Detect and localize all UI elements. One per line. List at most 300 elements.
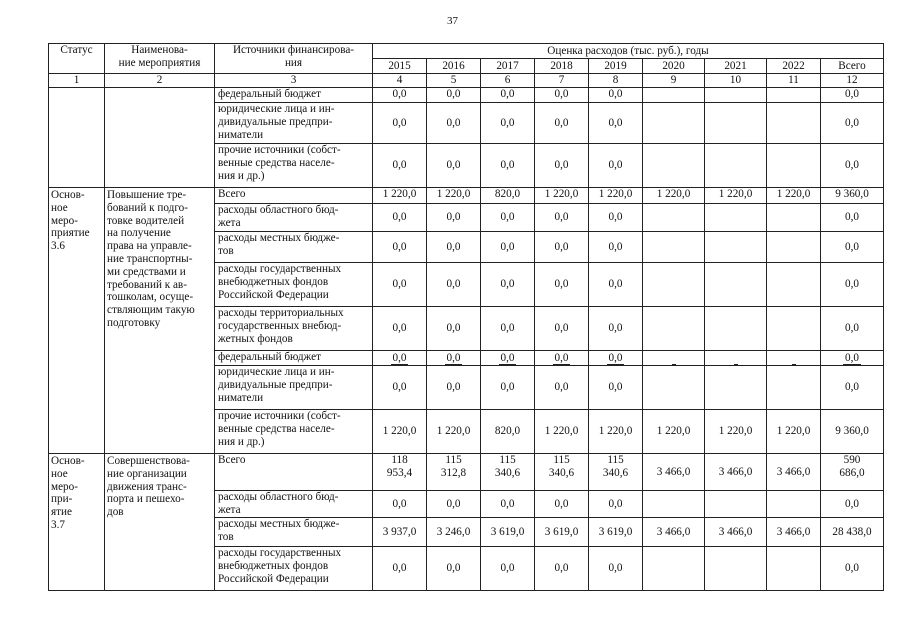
value-cell-text: 0,0	[446, 240, 461, 253]
value-cell	[427, 351, 481, 366]
measure-name-line: Совершенствова-	[107, 455, 190, 467]
value-cell	[767, 547, 821, 591]
value-cell	[643, 88, 705, 103]
source-cell	[215, 88, 373, 103]
measure-name-line: товке водителей	[107, 214, 185, 227]
source-cell	[215, 232, 373, 263]
value-cell-text: 3 246,0	[436, 525, 471, 538]
table-row	[49, 454, 884, 491]
value-cell	[535, 547, 589, 591]
value-cell-text: 3 619,0	[598, 525, 633, 538]
value-cell	[427, 204, 481, 232]
value-cell	[427, 410, 481, 454]
value-cell-text: 0,0	[554, 211, 569, 224]
value-cell	[427, 144, 481, 188]
value-cell	[589, 491, 643, 518]
status-cell	[49, 188, 105, 454]
header-year-cell: 2022	[767, 59, 821, 74]
value-cell-line: 340,6	[548, 466, 575, 479]
value-cell-line: 590	[843, 454, 861, 466]
value-cell-text: 0,0	[446, 88, 461, 100]
value-cell	[427, 232, 481, 263]
value-cell-text: 0,0	[608, 322, 623, 335]
value-cell-text: 0,0	[392, 116, 407, 129]
value-cell	[427, 263, 481, 307]
value-cell	[705, 547, 767, 591]
value-cell	[643, 351, 705, 366]
value-cell	[821, 366, 884, 410]
measure-name-line: ми средствами и	[107, 265, 186, 278]
value-cell-text: 1 220,0	[656, 425, 691, 438]
source-line: дивидуальные предпри-	[218, 378, 333, 391]
value-cell	[767, 518, 821, 547]
value-cell-line: 340,6	[602, 466, 629, 479]
value-cell	[535, 88, 589, 103]
value-cell-text: 1 220,0	[776, 188, 811, 200]
source-line: ния и др.)	[218, 435, 265, 448]
value-cell	[821, 263, 884, 307]
value-cell-line: 3 466,0	[718, 465, 753, 478]
measure-name-line: ние организации	[107, 467, 187, 480]
value-cell-text: 1 220,0	[598, 425, 633, 438]
source-cell	[215, 410, 373, 454]
value-cell	[427, 547, 481, 591]
column-number-cell: 7	[535, 74, 589, 88]
value-cell	[705, 144, 767, 188]
status-line: 3.6	[51, 240, 65, 253]
status-line: при-	[51, 493, 73, 506]
header-estimate: Оценка расходов (тыс. руб.), годы	[373, 44, 884, 59]
status-line: Основ-	[51, 455, 85, 467]
header-year-cell: Всего	[821, 59, 884, 74]
value-cell	[643, 103, 705, 144]
value-cell	[535, 518, 589, 547]
source-line: юридические лица и ин-	[218, 103, 335, 115]
value-cell-text: 1 220,0	[776, 425, 811, 438]
value-cell-text: 0,0	[554, 497, 569, 510]
value-cell	[481, 204, 535, 232]
value-cell-text: 0,0	[392, 88, 407, 100]
source-line: расходы областного бюд-	[218, 204, 339, 216]
value-cell	[589, 366, 643, 410]
value-cell	[481, 88, 535, 103]
value-cell	[643, 454, 705, 491]
value-cell	[767, 103, 821, 144]
source-line: Всего	[218, 188, 246, 200]
value-cell	[427, 454, 481, 491]
header-row-top	[49, 44, 884, 59]
value-cell-text: 0,0	[554, 240, 569, 253]
source-line: Всего	[218, 454, 246, 466]
value-cell-text: 3 466,0	[776, 525, 811, 538]
value-cell-text: 0,0	[500, 240, 515, 253]
value-cell-text: 0,0	[392, 562, 407, 575]
value-cell	[767, 454, 821, 491]
measure-name-cell	[105, 454, 215, 591]
source-line: дивидуальные предпри-	[218, 115, 333, 128]
value-cell	[821, 88, 884, 103]
value-cell-text: 0,0	[608, 159, 623, 172]
source-line: расходы государственных	[218, 263, 342, 275]
value-cell-text: 0,0	[845, 322, 859, 335]
source-cell	[215, 103, 373, 144]
measure-name-line: подготовку	[107, 316, 161, 329]
value-cell	[427, 307, 481, 351]
value-cell-text: 1 220,0	[382, 188, 417, 200]
value-cell-text: 0,0	[608, 351, 623, 364]
status-cell	[49, 88, 105, 188]
value-cell	[821, 518, 884, 547]
value-cell	[643, 547, 705, 591]
value-cell-text: 0,0	[845, 211, 859, 224]
value-cell-text: 0,0	[500, 351, 515, 364]
value-cell	[373, 88, 427, 103]
value-cell	[821, 103, 884, 144]
value-cell	[481, 491, 535, 518]
source-cell	[215, 263, 373, 307]
value-cell	[705, 491, 767, 518]
value-cell	[373, 351, 427, 366]
value-cell	[821, 307, 884, 351]
value-cell-text: 3 619,0	[544, 525, 579, 538]
source-line: внебюджетных фондов	[218, 275, 329, 288]
value-cell-line: 3 466,0	[656, 465, 691, 478]
value-cell-text: 0,0	[845, 351, 859, 364]
column-number-cell: 8	[589, 74, 643, 88]
status-line: Основ-	[51, 189, 85, 201]
value-cell-text: 0,0	[446, 116, 461, 129]
value-cell	[705, 454, 767, 491]
value-cell	[481, 188, 535, 204]
value-cell	[767, 366, 821, 410]
value-cell-line: 118	[391, 454, 408, 466]
value-cell	[643, 491, 705, 518]
value-cell-text: 0,0	[554, 88, 569, 100]
value-cell	[481, 351, 535, 366]
value-cell-line: 115	[607, 454, 624, 466]
value-cell-text: 1 220,0	[436, 425, 471, 438]
column-number-cell: 3	[215, 74, 373, 88]
value-cell-line: 3 466,0	[776, 465, 811, 478]
value-cell-text: 0,0	[608, 562, 623, 575]
value-cell	[481, 366, 535, 410]
value-cell-text: 0,0	[446, 278, 461, 291]
value-cell	[643, 204, 705, 232]
value-cell	[767, 188, 821, 204]
value-cell	[821, 144, 884, 188]
value-cell-text: 0,0	[554, 278, 569, 291]
value-cell	[535, 204, 589, 232]
source-cell	[215, 518, 373, 547]
value-cell-text: 3 619,0	[490, 525, 525, 538]
value-cell	[767, 491, 821, 518]
source-cell	[215, 204, 373, 232]
header-name-line: Наименова-	[131, 44, 188, 56]
value-cell	[481, 232, 535, 263]
value-cell-text: 0,0	[554, 381, 569, 394]
column-number-cell: 1	[49, 74, 105, 88]
value-cell	[427, 188, 481, 204]
value-cell-line: 115	[445, 454, 462, 466]
source-line: прочие источники (собст-	[218, 410, 341, 422]
source-cell	[215, 366, 373, 410]
column-number-cell: 4	[373, 74, 427, 88]
value-cell-text: 0,0	[392, 278, 407, 291]
column-number-cell: 2	[105, 74, 215, 88]
value-cell-text: 0,0	[608, 211, 623, 224]
source-line: прочие источники (собст-	[218, 144, 341, 156]
value-cell	[821, 351, 884, 366]
table-row	[49, 188, 884, 204]
header-name-line: ние мероприятия	[118, 56, 201, 69]
value-cell	[373, 103, 427, 144]
source-line: жета	[218, 503, 241, 516]
value-cell-line: 340,6	[494, 466, 521, 479]
value-cell-line: 953,4	[386, 466, 413, 479]
header-sources-line: ния	[284, 56, 303, 69]
source-line: государственных внебюд-	[218, 319, 342, 332]
value-cell-text: 0,0	[500, 381, 515, 394]
value-cell	[589, 454, 643, 491]
value-cell	[427, 366, 481, 410]
value-cell	[821, 547, 884, 591]
header-sources-line: Источники финансирова-	[232, 44, 355, 56]
value-cell	[535, 232, 589, 263]
value-cell	[427, 88, 481, 103]
value-cell-text: 0,0	[446, 497, 461, 510]
status-line: ное	[51, 467, 68, 480]
status-line: 3.7	[51, 518, 65, 531]
value-cell-text: 0,0	[500, 211, 515, 224]
value-cell	[373, 518, 427, 547]
column-number-cell: 12	[821, 74, 884, 88]
value-cell-text: 9 360,0	[835, 425, 869, 438]
value-cell	[589, 88, 643, 103]
source-line: расходы местных бюдже-	[218, 518, 340, 530]
source-cell	[215, 351, 373, 366]
value-cell	[535, 188, 589, 204]
source-line: жетных фондов	[218, 332, 293, 345]
column-number-cell: 5	[427, 74, 481, 88]
value-cell-text: 820,0	[494, 188, 521, 200]
value-cell-text: 0,0	[446, 381, 461, 394]
value-cell	[373, 232, 427, 263]
status-line: ное	[51, 201, 68, 214]
header-sources	[215, 44, 373, 74]
value-cell	[535, 263, 589, 307]
value-cell	[643, 307, 705, 351]
source-cell	[215, 144, 373, 188]
value-cell-text: 0,0	[845, 278, 859, 291]
value-cell-text	[672, 352, 676, 365]
header-year-cell: 2021	[705, 59, 767, 74]
value-cell-text: 0,0	[392, 211, 407, 224]
value-cell	[535, 144, 589, 188]
value-cell-text: 0,0	[392, 351, 407, 364]
header-year-cell: 2016	[427, 59, 481, 74]
value-cell	[589, 547, 643, 591]
value-cell-text: 3 466,0	[656, 525, 691, 538]
value-cell	[373, 410, 427, 454]
value-cell	[481, 454, 535, 491]
value-cell	[589, 188, 643, 204]
source-line: ния и др.)	[218, 169, 265, 182]
value-cell	[427, 518, 481, 547]
source-line: тов	[218, 530, 234, 543]
value-cell-text: 0,0	[554, 159, 569, 172]
measure-name-line: порта и пешехо-	[107, 493, 185, 506]
value-cell-text: 0,0	[446, 211, 461, 224]
value-cell-text: 820,0	[494, 425, 521, 438]
measure-name-line: бований к подго-	[107, 201, 188, 214]
value-cell-text: 0,0	[554, 351, 569, 364]
value-cell	[481, 518, 535, 547]
value-cell	[427, 491, 481, 518]
status-cell	[49, 454, 105, 591]
value-cell	[481, 144, 535, 188]
value-cell-text: 0,0	[446, 351, 461, 364]
measure-name-line: права на управле-	[107, 240, 192, 253]
source-line: расходы областного бюд-	[218, 491, 339, 503]
status-line: приятие	[51, 227, 90, 240]
source-line: федеральный бюджет	[218, 351, 321, 363]
value-cell-text: 0,0	[500, 278, 515, 291]
value-cell	[589, 518, 643, 547]
value-cell-text: 1 220,0	[718, 188, 753, 200]
source-line: венные средства населе-	[218, 156, 335, 169]
value-cell	[705, 232, 767, 263]
source-cell	[215, 307, 373, 351]
column-number-cell: 6	[481, 74, 535, 88]
value-cell-text: 0,0	[608, 116, 623, 129]
value-cell	[589, 263, 643, 307]
value-cell	[705, 307, 767, 351]
value-cell	[373, 547, 427, 591]
value-cell	[481, 410, 535, 454]
value-cell-text: 9 360,0	[835, 188, 869, 200]
value-cell-text: 0,0	[845, 159, 859, 172]
value-cell	[373, 454, 427, 491]
value-cell-text: 0,0	[446, 322, 461, 335]
value-cell	[535, 366, 589, 410]
value-cell	[589, 307, 643, 351]
value-cell-line: 312,8	[440, 466, 467, 479]
header-column-numbers-row	[49, 74, 884, 88]
value-cell	[767, 88, 821, 103]
status-line: ятие	[51, 506, 72, 519]
value-cell	[821, 188, 884, 204]
header-year-cell: 2017	[481, 59, 535, 74]
value-cell-text: 0,0	[392, 497, 407, 510]
value-cell	[373, 144, 427, 188]
value-cell-text: 0,0	[845, 562, 859, 575]
value-cell-text: 0,0	[845, 381, 859, 394]
value-cell	[705, 204, 767, 232]
measure-name-line: ние транспортны-	[107, 252, 193, 265]
column-number-cell: 11	[767, 74, 821, 88]
value-cell	[643, 366, 705, 410]
value-cell-text: 0,0	[500, 322, 515, 335]
value-cell-text: 0,0	[845, 240, 859, 253]
value-cell-text: 1 220,0	[382, 425, 417, 438]
measure-name-cell	[105, 88, 215, 188]
value-cell-text	[792, 352, 796, 365]
value-cell	[535, 491, 589, 518]
source-line: ниматели	[218, 128, 264, 141]
value-cell	[481, 547, 535, 591]
source-line: расходы государственных	[218, 547, 342, 559]
value-cell	[589, 351, 643, 366]
value-cell	[821, 410, 884, 454]
value-cell	[589, 204, 643, 232]
value-cell	[767, 232, 821, 263]
status-line: меро-	[51, 480, 78, 493]
measure-name-line: тошколам, осуще-	[107, 291, 194, 304]
source-line: внебюджетных фондов	[218, 559, 329, 572]
table-row	[49, 88, 884, 103]
value-cell	[373, 204, 427, 232]
value-cell-line: 115	[499, 454, 516, 466]
value-cell	[535, 410, 589, 454]
value-cell-text: 1 220,0	[436, 188, 471, 200]
value-cell-text: 0,0	[446, 562, 461, 575]
source-cell	[215, 547, 373, 591]
value-cell-text: 0,0	[392, 322, 407, 335]
measure-name-cell	[105, 188, 215, 454]
header-status: Статус	[49, 44, 105, 74]
measure-name-line: дов	[107, 506, 124, 519]
value-cell	[481, 307, 535, 351]
value-cell	[481, 103, 535, 144]
value-cell-text: 0,0	[500, 88, 515, 100]
header-year-cell: 2018	[535, 59, 589, 74]
budget-table	[48, 43, 884, 591]
value-cell-text: 0,0	[608, 497, 623, 510]
value-cell	[535, 307, 589, 351]
value-cell	[589, 144, 643, 188]
value-cell-text: 0,0	[608, 278, 623, 291]
value-cell	[373, 366, 427, 410]
value-cell	[767, 144, 821, 188]
value-cell-text: 0,0	[500, 159, 515, 172]
value-cell-text: 0,0	[608, 381, 623, 394]
value-cell	[535, 351, 589, 366]
measure-name-line: ствляющим такую	[107, 304, 195, 317]
source-line: Российской Федерации	[218, 288, 329, 301]
status-line: меро-	[51, 214, 78, 227]
source-cell	[215, 491, 373, 518]
measure-name-line: Повышение тре-	[107, 189, 187, 201]
value-cell-text: 1 220,0	[598, 188, 633, 200]
value-cell-text: 28 438,0	[832, 525, 872, 538]
value-cell	[821, 454, 884, 491]
value-cell	[705, 263, 767, 307]
value-cell	[373, 307, 427, 351]
value-cell	[373, 491, 427, 518]
value-cell	[535, 103, 589, 144]
value-cell	[643, 144, 705, 188]
value-cell-text: 0,0	[554, 116, 569, 129]
value-cell	[767, 204, 821, 232]
value-cell-text: 0,0	[845, 497, 859, 510]
value-cell	[767, 307, 821, 351]
measure-name-line: требований к ав-	[107, 278, 187, 291]
source-cell	[215, 454, 373, 491]
value-cell-text: 0,0	[446, 159, 461, 172]
column-number-cell: 9	[643, 74, 705, 88]
source-line: тов	[218, 244, 234, 257]
value-cell	[705, 366, 767, 410]
